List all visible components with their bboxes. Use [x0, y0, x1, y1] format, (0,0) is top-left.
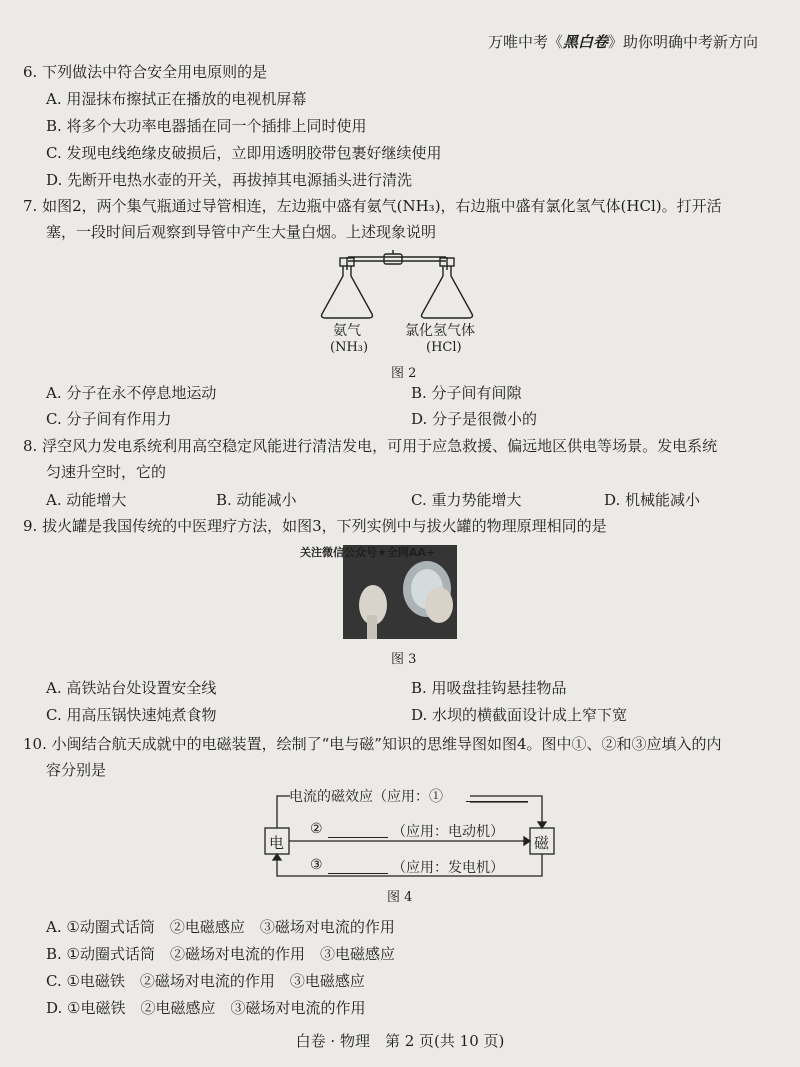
q6-option-d: D. 先断开电热水壶的开关，再拔掉其电源插头进行清洗 — [46, 171, 413, 189]
figure-2-right-name: 氯化氢气体 — [405, 323, 475, 339]
figure-4-bot-label: （应用：发电机） — [392, 860, 504, 876]
q9-option-b: B. 用吸盘挂钩悬挂物品 — [411, 679, 567, 697]
q7-option-a: A. 分子在永不停息地运动 — [46, 384, 217, 402]
q9-option-d: D. 水坝的横截面设计成上窄下宽 — [411, 706, 628, 724]
q8-option-a: A. 动能增大 — [46, 491, 127, 509]
q6-option-c: C. 发现电线绝缘皮破损后，立即用透明胶带包裹好继续使用 — [46, 144, 442, 162]
page-header: 万唯中考《黑白卷》助你明确中考新方向 — [487, 33, 758, 51]
page-footer: 白卷 · 物理 第 2 页(共 10 页) — [295, 1032, 505, 1050]
q9-stem: 9. 拔火罐是我国传统的中医理疗方法，如图3，下列实例中与拔火罐的物理原理相同的是 — [23, 517, 607, 535]
q7-option-b: B. 分子间有间隙 — [411, 384, 522, 402]
figure-4-blank-2 — [328, 837, 388, 838]
figure-4-right-box: 磁 — [534, 834, 550, 852]
figure-4-blank-1 — [466, 801, 528, 802]
figure-2-flasks — [310, 248, 500, 320]
q8-option-d: D. 机械能减小 — [604, 491, 701, 509]
figure-2-left-name: 氨气 — [333, 323, 361, 339]
q8-option-c: C. 重力势能增大 — [411, 491, 522, 509]
q10-option-c: C. ①电磁铁 ②磁场对电流的作用 ③电磁感应 — [46, 972, 365, 990]
q7-option-c: C. 分子间有作用力 — [46, 410, 172, 428]
figure-2-right-formula: (HCl) — [426, 340, 462, 355]
figure-4-left-box: 电 — [269, 834, 285, 852]
q10-option-a: A. ①动圈式话筒 ②电磁感应 ③磁场对电流的作用 — [46, 918, 395, 936]
q9-option-a: A. 高铁站台处设置安全线 — [46, 679, 217, 697]
figure-2-caption: 图 2 — [391, 366, 417, 381]
figure-4-mid-label: （应用：电动机） — [392, 824, 504, 840]
figure-4-blank-3 — [328, 873, 388, 874]
figure-4-mid-prefix: ② — [310, 821, 323, 837]
figure-2-left-formula: (NH₃) — [330, 340, 369, 355]
q8-option-b: B. 动能减小 — [216, 491, 297, 509]
q9-option-c: C. 用高压锅快速炖煮食物 — [46, 706, 217, 724]
q7-option-d: D. 分子是很微小的 — [411, 410, 538, 428]
figure-3-caption: 图 3 — [391, 652, 417, 667]
q6-stem: 6. 下列做法中符合安全用电原则的是 — [23, 63, 268, 81]
q8-stem-line1: 8. 浮空风力发电系统利用高空稳定风能进行清洁发电，可用于应急救援、偏远地区供电等场景。发电系统 — [23, 437, 718, 455]
q8-stem-line2: 匀速升空时，它的 — [46, 463, 167, 481]
q10-option-d: D. ①电磁铁 ②电磁感应 ③磁场对电流的作用 — [46, 999, 366, 1017]
q6-option-a: A. 用湿抹布擦拭正在播放的电视机屏幕 — [46, 90, 307, 108]
figure-4-bot-prefix: ③ — [310, 857, 323, 873]
q7-stem-line1: 7. 如图2，两个集气瓶通过导管相连，左边瓶中盛有氨气(NH₃)，右边瓶中盛有氯化氢气体(HCl)。打开活 — [23, 197, 722, 215]
figure-4-caption: 图 4 — [387, 890, 413, 905]
q10-stem-line2: 容分别是 — [46, 761, 107, 779]
figure-3-watermark: 关注微信公众号★全网AA+ — [300, 546, 436, 559]
q6-option-b: B. 将多个大功率电器插在同一个插排上同时使用 — [46, 117, 367, 135]
q10-option-b: B. ①动圈式话筒 ②磁场对电流的作用 ③电磁感应 — [46, 945, 396, 963]
figure-4-top-label: 电流的磁效应（应用：① — [289, 789, 443, 805]
q7-stem-line2: 塞，一段时间后观察到导管中产生大量白烟。上述现象说明 — [46, 223, 437, 241]
q10-stem-line1: 10. 小闽结合航天成就中的电磁装置，绘制了“电与磁”知识的思维导图如图4。图中①、②和③应填入的内 — [23, 735, 722, 753]
